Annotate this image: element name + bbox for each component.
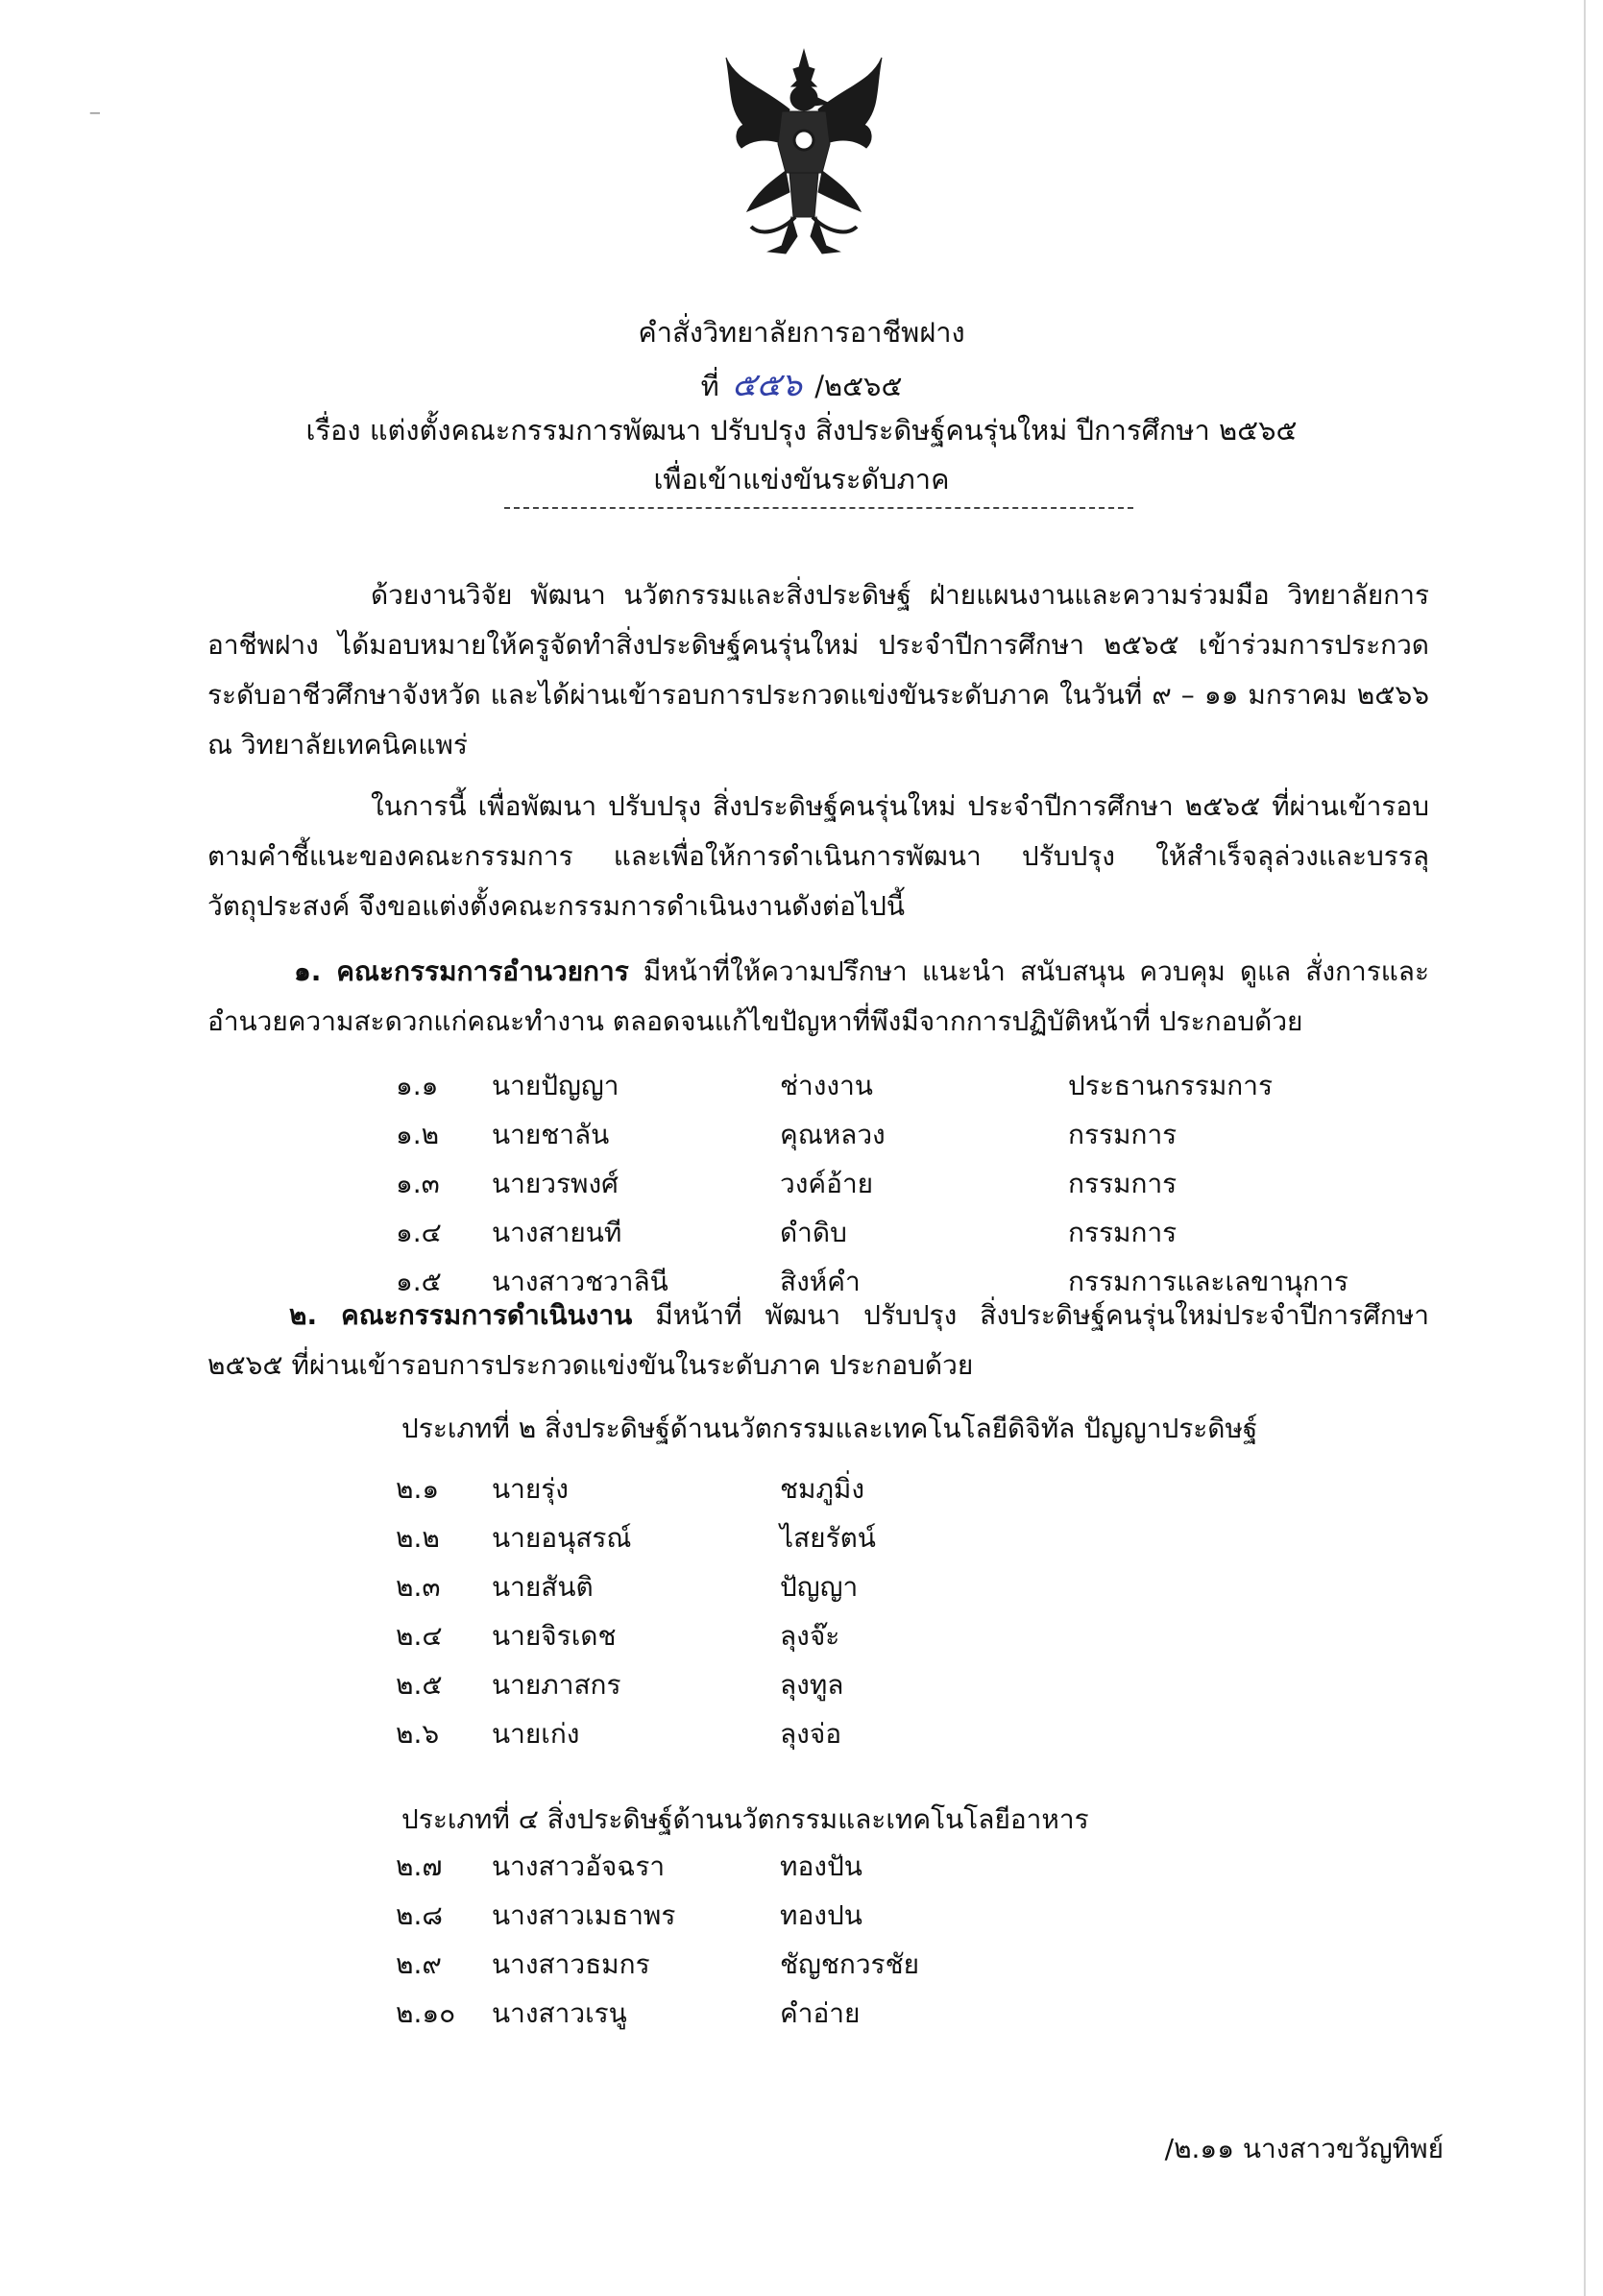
- list-item: ๒.๖ นายเก่ง ลุงจ่อ: [396, 1718, 842, 1750]
- list-item: ๒.๑๐ นางสาวเรนู คำอ่าย: [396, 1997, 861, 2029]
- section1-description: [207, 947, 1429, 1047]
- paragraph-background: [207, 570, 1429, 770]
- category2-heading: ประเภทที่ ๒ สิ่งประดิษฐ์ด้านนวัตกรรมและเทคโนโลยีดิจิทัล ปัญญาประดิษฐ์: [401, 1413, 1258, 1444]
- list-item: ๑.๑ นายปัญญา ช่างงาน ประธานกรรมการ: [396, 1070, 1274, 1101]
- paragraph-purpose: [207, 782, 1429, 931]
- section2-heading: ๒. คณะกรรมการดำเนินงาน: [289, 1299, 633, 1331]
- section2-description: [207, 1291, 1429, 1390]
- stray-pen-mark: ⁻: [88, 104, 102, 133]
- list-item: ๒.๙ นางสาวธมกร ชัญชกวรชัย: [396, 1948, 919, 1980]
- document-subject-line2: เพื่อเข้าแข่งขันระดับภาค: [653, 463, 950, 495]
- paragraph-purpose-text: ในการนี้ เพื่อพัฒนา ปรับปรุง สิ่งประดิษฐ์คนรุ่นใหม่ ประจำปีการศึกษา ๒๕๖๕ ที่ผ่านเข้ารอบ ตามคำชี้แนะของคณะกรรมการ และเพื่อให้การดำเนินการพัฒนา ปรับปรุง ให้สำเร็จลุล่วงและบรรลุวัตถุประสงค์ จึงขอแต่งตั้งคณะกรรมการดำเนินงานดังต่อไปนี้: [207, 790, 1429, 922]
- document-issuer: คำสั่งวิทยาลัยการอาชีพฝาง: [638, 316, 965, 349]
- category4-members: [396, 1846, 1164, 2042]
- header-divider: [504, 507, 1133, 509]
- document-number: [0, 358, 1603, 410]
- list-item: ๒.๕ นายภาสกร ลุงทูล: [396, 1669, 844, 1701]
- section1-members: [396, 1065, 1452, 1310]
- list-item: ๑.๓ นายวรพงศ์ วงค์อ้าย กรรมการ: [396, 1168, 1178, 1199]
- document-subject: เรื่อง แต่งตั้งคณะกรรมการพัฒนา ปรับปรุง สิ่งประดิษฐ์คนรุ่นใหม่ ปีการศึกษา ๒๕๖๕: [305, 414, 1298, 447]
- list-item: ๒.๒ นายอนุสรณ์ ไสยรัตน์: [396, 1522, 876, 1554]
- section1-text: มีหน้าที่ให้ความปรึกษา แนะนำ สนับสนุน ควบคุม ดูแล สั่งการและอำนวยความสะดวกแก่คณะทำงาน ตลอดจนแก้ไขปัญหาที่พึงมีจากการปฏิบัติหน้าที่ ประกอบด้วย: [207, 955, 1429, 1037]
- garuda-emblem-icon: [722, 48, 886, 255]
- paragraph-background-text: ด้วยงานวิจัย พัฒนา นวัตกรรมและสิ่งประดิษฐ์ ฝ่ายแผนงานและความร่วมมือ วิทยาลัยการอาชีพฝาง ได้มอบหมายให้ครูจัดทำสิ่งประดิษฐ์คนรุ่นใหม่ ประจำปีการศึกษา ๒๕๖๕ เข้าร่วมการประกวดระดับอาชีวศึกษาจังหวัด และได้ผ่านเข้ารอบการประกวดแข่งขันระดับภาค ในวันที่ ๙ – ๑๑ มกราคม ๒๕๖๖ ณ วิทยาลัยเทคนิคแพร่: [207, 579, 1429, 761]
- list-item: ๒.๑ นายรุ่ง ชมภูมิ่ง: [396, 1473, 865, 1505]
- list-item: ๑.๕ นางสาวชวาลินี สิงห์คำ กรรมการและเลขานุการ: [396, 1266, 1348, 1297]
- continuation-note: /๒.๑๑ นางสาวขวัญทิพย์: [1164, 2133, 1444, 2164]
- list-item: ๒.๘ นางสาวเมธาพร ทองปน: [396, 1899, 862, 1931]
- handwritten-number: ๕๕๖: [731, 366, 802, 404]
- list-item: ๒.๔ นายจิรเดช ลุงจ๊ะ: [396, 1620, 840, 1652]
- list-item: ๒.๓ นายสันติ ปัญญา: [396, 1571, 859, 1603]
- list-item: ๑.๒ นายชาลัน คุณหลวง กรรมการ: [396, 1119, 1178, 1150]
- category2-members: [396, 1468, 1164, 1762]
- number-prefix: ที่: [700, 370, 719, 402]
- number-suffix: /๒๕๖๕: [814, 370, 903, 402]
- section2-text: มีหน้าที่ พัฒนา ปรับปรุง สิ่งประดิษฐ์คนรุ่นใหม่ประจำปีการศึกษา ๒๕๖๕ ที่ผ่านเข้ารอบการประกวดแข่งขันในระดับภาค ประกอบด้วย: [207, 1299, 1429, 1381]
- section1-heading: ๑. คณะกรรมการอำนวยการ: [294, 955, 629, 987]
- category4-heading: ประเภทที่ ๔ สิ่งประดิษฐ์ด้านนวัตกรรมและเทคโนโลยีอาหาร: [401, 1803, 1089, 1835]
- list-item: ๑.๔ นางสายนที ดำดิบ กรรมการ: [396, 1217, 1178, 1248]
- list-item: ๒.๗ นางสาวอัจฉรา ทองปัน: [396, 1850, 862, 1882]
